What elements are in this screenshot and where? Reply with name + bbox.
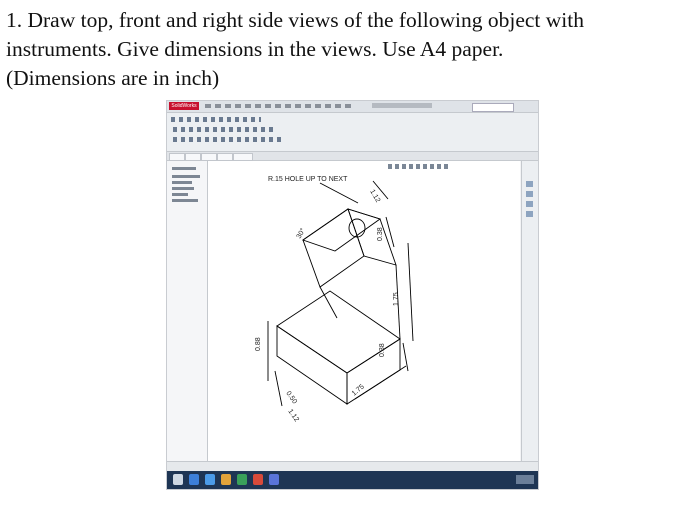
app-icon[interactable]: [205, 474, 215, 485]
pane-icon[interactable]: [526, 181, 533, 187]
dim-line-height: [408, 243, 413, 341]
tree-item[interactable]: [172, 187, 194, 190]
question-line-3: (Dimensions are in inch): [6, 66, 220, 90]
app-icon[interactable]: [253, 474, 263, 485]
dim-bottom-a: 0.50: [284, 390, 298, 406]
clock: [516, 475, 534, 484]
dim-right-step: 0.38: [379, 343, 386, 357]
app-icon[interactable]: [221, 474, 231, 485]
app-icon[interactable]: [237, 474, 247, 485]
drawing-canvas[interactable]: [208, 161, 520, 461]
tree-item[interactable]: [172, 193, 188, 196]
menu-bar[interactable]: [205, 104, 355, 108]
tree-item[interactable]: [172, 181, 192, 184]
dim-height-left: 0.88: [255, 337, 262, 351]
dim-hole-offset: 0.38: [377, 227, 384, 241]
isometric-drawing: [208, 161, 520, 461]
question-line-1: 1. Draw top, front and right side views of the following object with: [6, 8, 585, 32]
arm-front-face: [303, 209, 364, 287]
dim-line-bottom-a: [275, 371, 282, 406]
dim-bottom-b: 1.12: [286, 408, 300, 424]
dim-bottom-width: 1.75: [350, 383, 366, 398]
pane-icon[interactable]: [526, 211, 533, 217]
cad-screenshot: [166, 100, 539, 490]
feature-tree: [167, 161, 208, 461]
base-top-face: [277, 291, 400, 373]
task-pane: [521, 161, 538, 461]
tree-item[interactable]: [172, 175, 200, 178]
command-ribbon[interactable]: [167, 113, 538, 152]
tab-4[interactable]: [217, 153, 233, 161]
tab-3[interactable]: [201, 153, 217, 161]
windows-taskbar: [167, 471, 538, 489]
command-tabs: [167, 152, 538, 161]
dim-line-bottom: [355, 366, 406, 399]
dim-top-width: 1.12: [368, 188, 382, 204]
arm-top-face: [303, 209, 380, 251]
dim-line-hole: [386, 217, 394, 247]
pane-icon[interactable]: [526, 201, 533, 207]
tab-5[interactable]: [233, 153, 253, 161]
start-icon[interactable]: [173, 474, 183, 485]
pane-icon[interactable]: [526, 191, 533, 197]
tree-item[interactable]: [172, 167, 196, 170]
status-bar: [167, 461, 538, 471]
leader-line: [320, 183, 358, 203]
app-icon[interactable]: [269, 474, 279, 485]
ribbon-row-2[interactable]: [173, 127, 273, 132]
hole-note: R.15 HOLE UP TO NEXT: [268, 176, 348, 183]
view-toolbar[interactable]: [388, 164, 448, 169]
question-line-2: instruments. Give dimensions in the views. Use A4 paper.: [6, 37, 504, 61]
tab-2[interactable]: [185, 153, 201, 161]
search-input[interactable]: [472, 103, 514, 112]
ribbon-row-3[interactable]: [173, 137, 283, 142]
ribbon-row-1[interactable]: [171, 117, 261, 122]
app-icon[interactable]: [189, 474, 199, 485]
tree-item[interactable]: [172, 199, 198, 202]
dim-angle: 30°: [295, 227, 308, 240]
title-bar: [167, 101, 538, 113]
document-title: [372, 103, 432, 108]
app-logo[interactable]: SolidWorks: [169, 102, 199, 110]
question-text: [6, 6, 694, 93]
dim-height-right: 1.75: [393, 292, 400, 306]
tab-1[interactable]: [169, 153, 185, 161]
